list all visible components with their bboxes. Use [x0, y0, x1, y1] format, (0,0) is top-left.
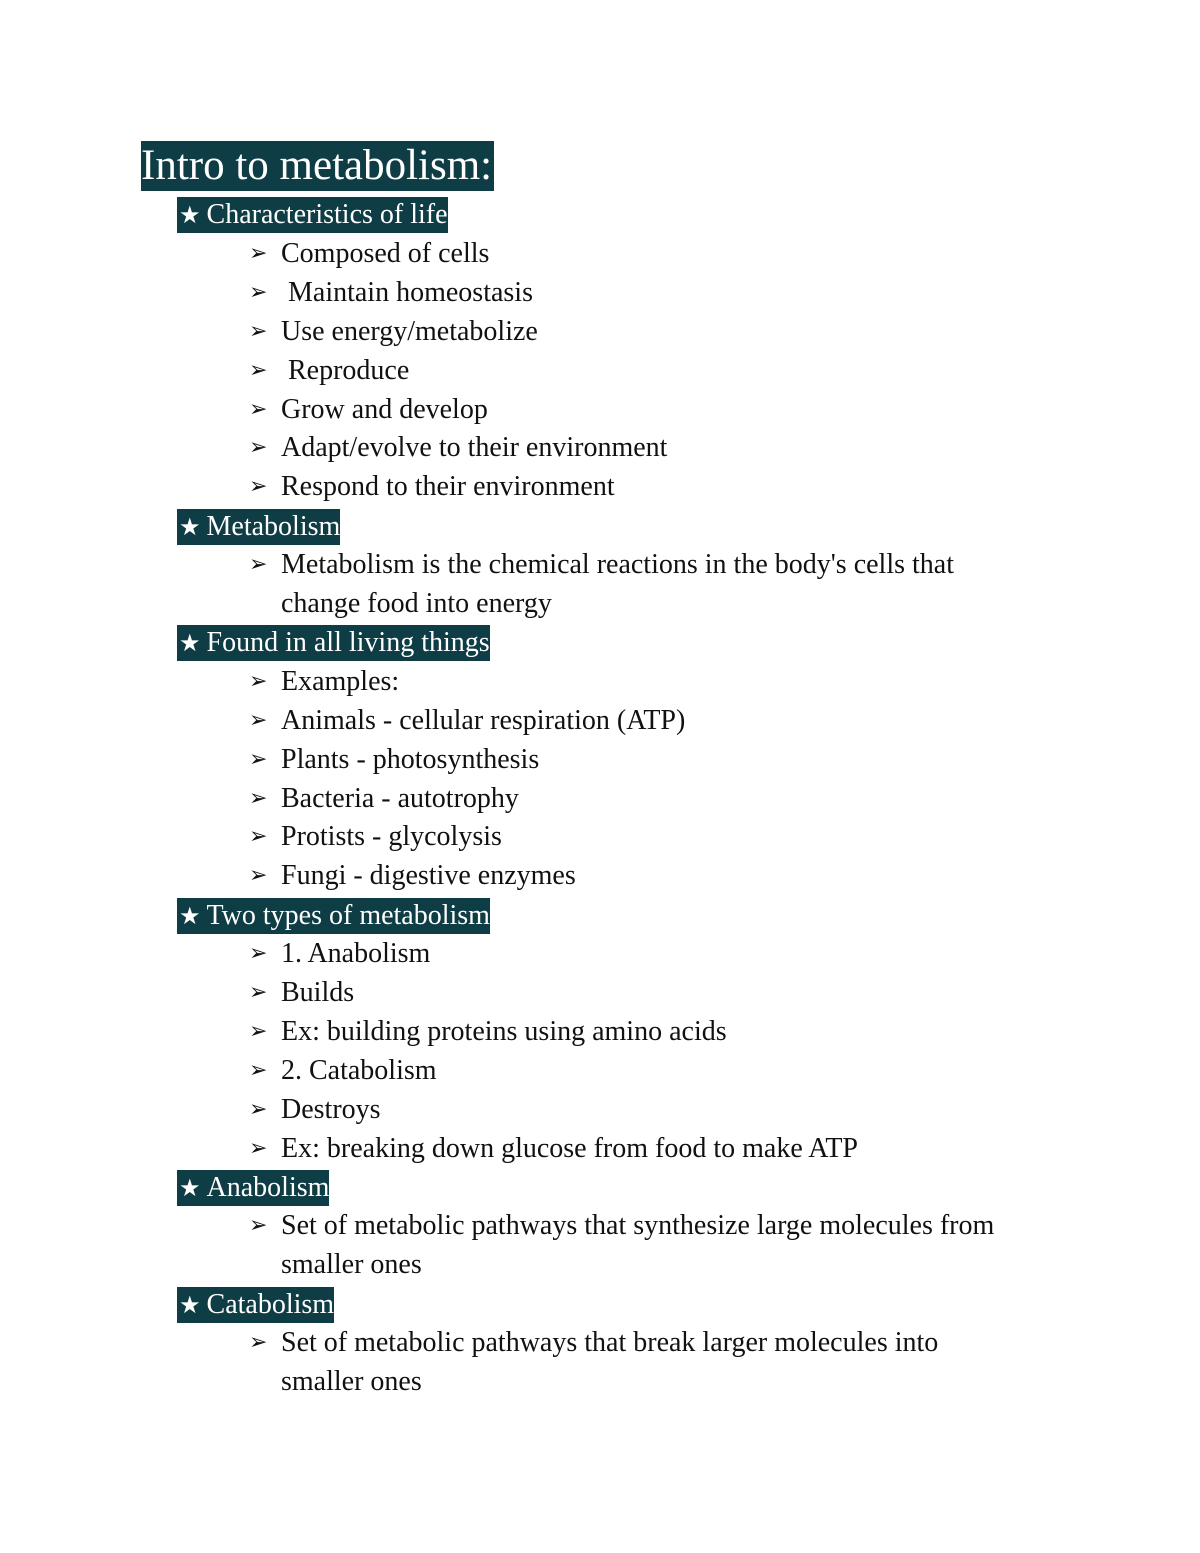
- list-item-text: 1. Anabolism: [281, 938, 431, 970]
- list-item-text: Ex: building proteins using amino acids: [281, 1015, 727, 1047]
- section-heading-text: Anabolism: [206, 1172, 330, 1204]
- list-item-text: Metabolism is the chemical reactions in the body's cells that change food into energy: [281, 549, 954, 620]
- arrow-bullet-icon: ➢: [249, 1018, 268, 1044]
- arrow-bullet-icon: ➢: [249, 435, 268, 461]
- arrow-bullet-icon: ➢: [249, 318, 268, 344]
- section-heading-text: Catabolism: [206, 1288, 335, 1320]
- section-heading: [177, 1285, 1200, 1324]
- list-item: [249, 663, 1049, 702]
- star-icon: ★: [179, 629, 201, 658]
- section-heading-text: Metabolism: [206, 510, 341, 542]
- list-item-text: Animals - cellular respiration (ATP): [281, 704, 686, 736]
- section-heading-highlight: [177, 1170, 329, 1206]
- list-item-text: Examples:: [281, 665, 400, 697]
- section-heading: [177, 196, 1200, 235]
- list-item: [249, 1052, 1049, 1091]
- list-item-text: Fungi - digestive enzymes: [281, 860, 576, 892]
- arrow-bullet-icon: ➢: [249, 746, 268, 772]
- arrow-bullet-icon: ➢: [249, 357, 268, 383]
- list-item: [249, 1130, 1049, 1169]
- list-item: [249, 546, 989, 624]
- list-item: [249, 741, 1049, 780]
- list-item: [249, 702, 1049, 741]
- list-item: [249, 857, 1049, 896]
- section-heading-highlight: [177, 625, 490, 661]
- section-heading: [177, 507, 1200, 546]
- list-item: [249, 391, 1049, 430]
- list-item-text: Composed of cells: [281, 237, 490, 269]
- arrow-bullet-icon: ➢: [249, 980, 268, 1006]
- arrow-bullet-icon: ➢: [249, 279, 268, 305]
- list-item: [249, 274, 1049, 313]
- section-heading-highlight: [177, 898, 490, 934]
- list-item-text: Grow and develop: [281, 393, 488, 425]
- list-item-text: Set of metabolic pathways that synthesize large molecules from smaller ones: [281, 1210, 995, 1281]
- list-item-text: Use energy/metabolize: [281, 315, 538, 347]
- section-heading-text: Found in all living things: [206, 627, 490, 659]
- arrow-bullet-icon: ➢: [249, 240, 268, 266]
- section-heading: [177, 624, 1200, 663]
- list-item: [249, 780, 1049, 819]
- arrow-bullet-icon: ➢: [249, 941, 268, 967]
- list-item-text: Plants - photosynthesis: [281, 743, 540, 775]
- section-heading: [177, 1169, 1200, 1208]
- list-item: [249, 974, 1049, 1013]
- arrow-bullet-icon: ➢: [249, 552, 268, 578]
- arrow-bullet-icon: ➢: [249, 396, 268, 422]
- arrow-bullet-icon: ➢: [249, 863, 268, 889]
- list-item: [249, 352, 1049, 391]
- list-item-text: Respond to their environment: [281, 471, 615, 503]
- list-item: [249, 1324, 989, 1402]
- section-heading-highlight: [177, 197, 448, 233]
- star-icon: ★: [179, 901, 201, 930]
- list-item-text: Reproduce: [281, 354, 410, 386]
- arrow-bullet-icon: ➢: [249, 474, 268, 500]
- list-item-text: Destroys: [281, 1093, 381, 1125]
- list-item-text: Builds: [281, 977, 355, 1009]
- list-item-text: Set of metabolic pathways that break larger molecules into smaller ones: [281, 1327, 939, 1398]
- list-item: [249, 935, 1049, 974]
- arrow-bullet-icon: ➢: [249, 1057, 268, 1083]
- section-heading-highlight: [177, 509, 340, 545]
- list-item-text: 2. Catabolism: [281, 1054, 437, 1086]
- list-item-text: Bacteria - autotrophy: [281, 782, 519, 814]
- arrow-bullet-icon: ➢: [249, 1096, 268, 1122]
- page-title: Intro to metabolism:: [141, 142, 493, 189]
- star-icon: ★: [179, 512, 201, 541]
- list-item: [249, 313, 1049, 352]
- arrow-bullet-icon: ➢: [249, 707, 268, 733]
- arrow-bullet-icon: ➢: [249, 1135, 268, 1161]
- section-heading-highlight: [177, 1287, 334, 1323]
- star-icon: ★: [179, 1174, 201, 1203]
- arrow-bullet-icon: ➢: [249, 668, 268, 694]
- section-heading-text: Characteristics of life: [206, 199, 448, 231]
- list-item: [249, 1091, 1049, 1130]
- list-item: [249, 818, 1049, 857]
- arrow-bullet-icon: ➢: [249, 824, 268, 850]
- list-item-text: Maintain homeostasis: [281, 276, 533, 308]
- list-item-text: Adapt/evolve to their environment: [281, 432, 668, 464]
- notes-outline: [0, 196, 1200, 1402]
- list-item: [249, 468, 1049, 507]
- arrow-bullet-icon: ➢: [249, 1213, 268, 1239]
- list-item-text: Ex: breaking down glucose from food to make ATP: [281, 1132, 859, 1164]
- section-heading: [177, 896, 1200, 935]
- list-item: [249, 429, 1049, 468]
- list-item: [249, 1013, 1049, 1052]
- section-heading-text: Two types of metabolism: [206, 899, 490, 931]
- arrow-bullet-icon: ➢: [249, 785, 268, 811]
- list-item: [249, 235, 1049, 274]
- list-item-text: Protists - glycolysis: [281, 821, 502, 853]
- star-icon: ★: [179, 1290, 201, 1319]
- star-icon: ★: [179, 201, 201, 230]
- list-item: [249, 1207, 1034, 1285]
- arrow-bullet-icon: ➢: [249, 1330, 268, 1356]
